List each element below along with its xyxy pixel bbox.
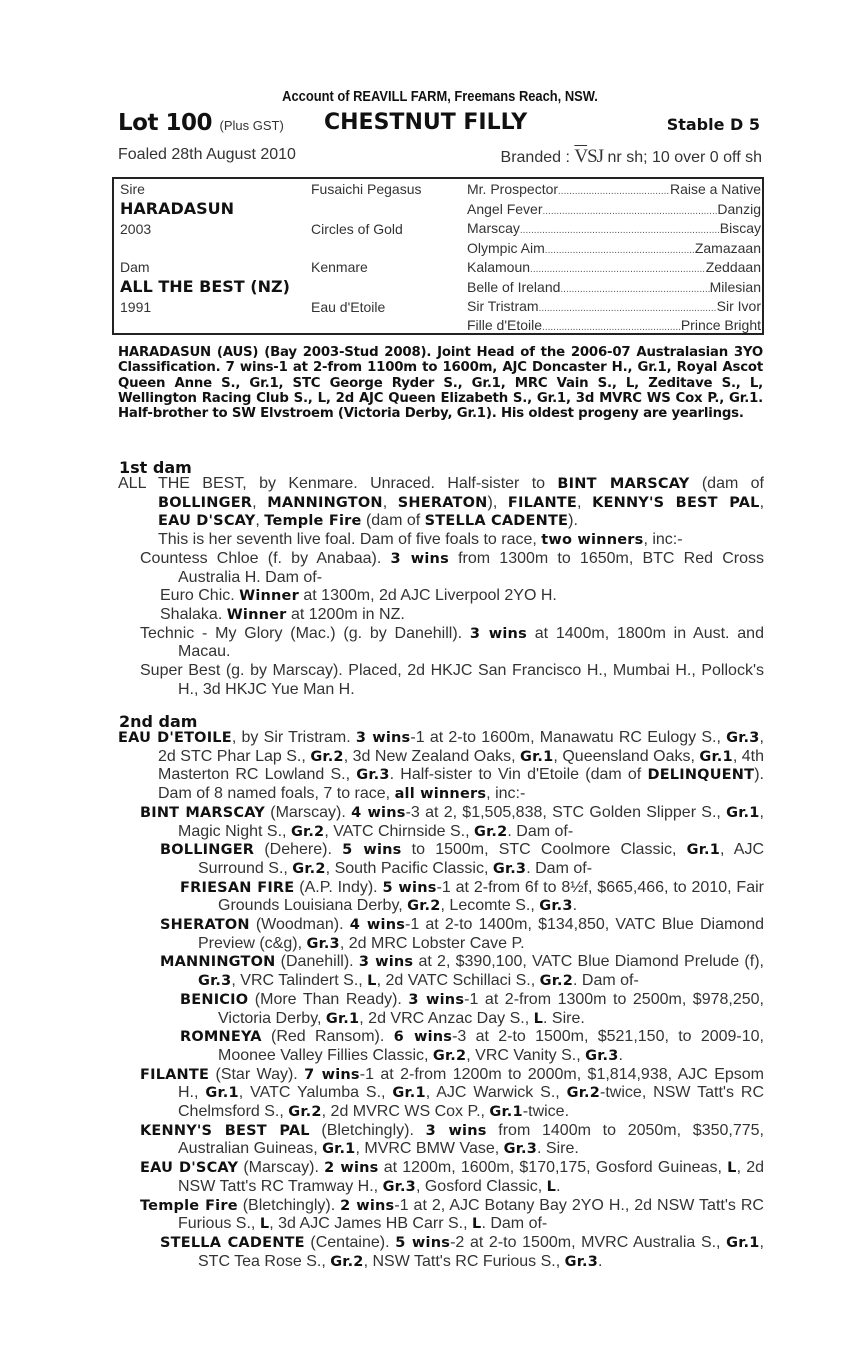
bold-text: Gr.2 xyxy=(539,973,574,990)
brand-mark-icon: $\overline{V}SJ$ xyxy=(574,146,604,167)
pedigree-entry: Shalaka. Winner at 1200m in NZ. xyxy=(160,605,405,623)
bold-text: Gr.1 xyxy=(322,1141,356,1158)
bold-text: L xyxy=(367,973,377,990)
bold-text: Gr.1 xyxy=(520,748,554,765)
bold-text: Gr.3 xyxy=(382,1178,416,1195)
bold-text: Winner xyxy=(226,606,287,623)
pedigree-entry: BENICIO (More Than Ready). 3 wins-1 at 2-from 1300m to 2500m, $978,250, Victoria Derby, Gr.1, 2d VRC Anzac Day S., L. Sire. xyxy=(180,990,764,1027)
sire-name: HARADASUN xyxy=(120,199,235,218)
bold-text: Gr.3 xyxy=(198,973,232,990)
grandparent-row: Olympic Aim ..... Zamazaan xyxy=(467,240,761,256)
grandparent-row: Sir Tristram ..... Sir Ivor xyxy=(467,298,761,314)
pedigree-entry: FILANTE (Star Way). 7 wins-1 at 2-from 1200m to 2000m, $1,814,938, AJC Epsom H., Gr.1, VATC Yalumba S., Gr.1, AJC Warwick S., Gr.2-twice, NSW Tatt's RC Chelmsford S., Gr.2, 2d MVRC WS Cox P., Gr.1-twice. xyxy=(140,1065,764,1121)
horse-description: CHESTNUT FILLY xyxy=(324,110,528,135)
bold-text: Gr.2 xyxy=(566,1085,601,1102)
grandparent-row: Mr. Prospector ..... Raise a Native xyxy=(467,181,761,197)
lot-number xyxy=(118,110,284,136)
pedigree-entry: Temple Fire (Bletchingly). 2 wins-1 at 2, AJC Botany Bay 2YO H., 2d NSW Tatt's RC Furious S., L, 3d AJC James HB Carr S., L. Dam of- xyxy=(140,1196,764,1233)
pedigree-entry: EAU D'SCAY (Marscay). 2 wins at 1200m, 1600m, $170,175, Gosford Guineas, L, 2d NSW Tatt's RC Tramway H., Gr.3, Gosford Classic, L. xyxy=(140,1159,764,1195)
bold-text: DELINQUENT xyxy=(647,767,755,784)
bold-text: Temple Fire xyxy=(140,1197,238,1214)
bold-text: Gr.1 xyxy=(686,842,721,859)
second-dam-entries xyxy=(118,729,764,1271)
bold-text: Gr.2 xyxy=(310,748,344,765)
bold-text: Gr.1 xyxy=(699,748,733,765)
bold-text: Winner xyxy=(239,588,299,605)
bold-text: FRIESAN FIRE xyxy=(180,879,295,896)
pedigree-entry: STELLA CADENTE (Centaine). 5 wins-2 at 2-to 1500m, MVRC Australia S., Gr.1, STC Tea Rose S., Gr.2, NSW Tatt's RC Furious S., Gr.3. xyxy=(160,1233,764,1270)
dam-dam: Eau d'Etoile xyxy=(311,299,386,315)
bold-text: Gr.3 xyxy=(503,1141,538,1158)
pedigree-entry: ALL THE BEST, by Kenmare. Unraced. Half-sister to BINT MARSCAY (dam of BOLLINGER, MANNINGTON, SHERATON), FILANTE, KENNY'S BEST PAL, EAU D'SCAY, Temple Fire (dam of STELLA CADENTE). xyxy=(118,475,765,530)
bold-text: Gr.1 xyxy=(726,1234,760,1251)
pedigree-table xyxy=(112,177,764,335)
bold-text: Gr.3 xyxy=(585,1047,619,1064)
grandparent-row: Angel Fever ..... Danzig xyxy=(467,201,761,217)
pedigree-entry: KENNY'S BEST PAL (Bletchingly). 3 wins from 1400m to 2050m, $350,775, Australian Guineas, Gr.1, MVRC BMW Vase, Gr.3. Sire. xyxy=(140,1121,764,1158)
dam-name: ALL THE BEST (NZ) xyxy=(120,277,290,296)
bold-text: 3 wins xyxy=(469,625,527,642)
bold-text: KENNY'S BEST PAL xyxy=(140,1122,310,1139)
foaled-date: Foaled 28th August 2010 xyxy=(118,146,296,163)
brand-info xyxy=(501,146,762,168)
bold-text: Gr.1 xyxy=(726,804,760,821)
bold-text: 5 wins xyxy=(382,879,437,896)
first-dam-entries xyxy=(118,475,764,699)
bold-text: Gr.3 xyxy=(539,898,573,915)
bold-text: EAU D'ETOILE xyxy=(118,730,232,746)
dam-label: Dam xyxy=(120,259,150,275)
sire-summary: HARADASUN (AUS) (Bay 2003-Stud 2008). Joint Head of the 2006-07 Australasian 3YO Classification. 7 wins-1 at 2-from 1100m to 1600m, AJC Doncaster H., Gr.1, Royal Ascot Queen Anne S., Gr.1, STC George Ryder S., Gr.1, MRC Vain S., L, Zeditave S., L, Wellington Racing Club S., L, 2d AJC Queen Elizabeth S., Gr.1, 3d MVRC WS Cox P., Gr.1. Half-brother to SW Elvstroem (Victoria Derby, Gr.1). His oldest progeny are yearlings. xyxy=(118,345,763,422)
bold-text: BOLLINGER xyxy=(158,494,253,511)
bold-text: BINT MARSCAY xyxy=(557,476,690,492)
bold-text: Gr.1 xyxy=(325,1010,360,1027)
sire-dam: Circles of Gold xyxy=(311,221,403,237)
dam-sire: Kenmare xyxy=(311,259,368,275)
bold-text: Gr.2 xyxy=(407,898,441,915)
bold-text: Gr.1 xyxy=(489,1104,523,1121)
pedigree-entry: BINT MARSCAY (Marscay). 4 wins-3 at 2, $1,505,838, STC Golden Slipper S., Gr.1, Magic Night S., Gr.2, VATC Chirnside S., Gr.2. Dam of- xyxy=(140,803,764,840)
bold-text: Gr.2 xyxy=(330,1253,364,1270)
bold-text: L xyxy=(727,1160,737,1177)
bold-text: 2 wins xyxy=(324,1160,379,1177)
pedigree-entry: Countess Chloe (f. by Anabaa). 3 wins from 1300m to 1650m, BTC Red Cross Australia H. Dam of- xyxy=(140,549,764,586)
bold-text: L xyxy=(546,1178,557,1195)
bold-text: Gr.1 xyxy=(392,1085,426,1102)
bold-text: Temple Fire xyxy=(264,513,362,530)
grandparent-row: Fille d'Etoile ..... Prince Bright xyxy=(467,317,761,333)
pedigree-entry: Super Best (g. by Marscay). Placed, 2d HKJC San Francisco H., Mumbai H., Pollock's H., 3d HKJC Yue Man H. xyxy=(140,662,764,698)
bold-text: Gr.2 xyxy=(290,823,325,840)
bold-text: 5 wins xyxy=(395,1234,451,1251)
pedigree-entry: BOLLINGER (Dehere). 5 wins to 1500m, STC Coolmore Classic, Gr.1, AJC Surround S., Gr.2, South Pacific Classic, Gr.3. Dam of- xyxy=(160,841,764,877)
bold-text: STELLA CADENTE xyxy=(160,1234,305,1251)
second-dam-heading: 2nd dam xyxy=(119,712,198,731)
grandparent-row: Marscay ..... Biscay xyxy=(467,220,761,236)
bold-text: 3 wins xyxy=(358,954,414,971)
bold-text: BENICIO xyxy=(180,991,249,1008)
bold-text: Gr.3 xyxy=(356,767,390,784)
bold-text: all winners xyxy=(394,786,487,803)
bold-text: KENNY'S BEST PAL xyxy=(592,494,760,511)
pedigree-entry: This is her seventh live foal. Dam of five foals to race, two winners, inc:- xyxy=(158,531,683,549)
bold-text: Gr.3 xyxy=(306,935,340,952)
pedigree-entry: SHERATON (Woodman). 4 wins-1 at 2-to 1400m, $134,850, VATC Blue Diamond Preview (c&g), Gr.3, 2d MRC Lobster Cave P. xyxy=(160,916,764,952)
bold-text: 3 wins xyxy=(355,730,411,746)
bold-text: BINT MARSCAY xyxy=(140,804,265,821)
pedigree-entry: FRIESAN FIRE (A.P. Indy). 5 wins-1 at 2-from 6f to 8½f, $665,466, to 2010, Fair Grounds Louisiana Derby, Gr.2, Lecomte S., Gr.3. xyxy=(180,878,764,915)
bold-text: Gr.2 xyxy=(432,1047,467,1064)
bold-text: EAU D'SCAY xyxy=(158,513,256,530)
sire-year: 2003 xyxy=(120,221,152,237)
bold-text: 4 wins xyxy=(349,917,406,934)
bold-text: SHERATON xyxy=(397,494,488,511)
bold-text: L xyxy=(472,1216,482,1233)
bold-text: 3 wins xyxy=(408,991,465,1008)
bold-text: EAU D'SCAY xyxy=(140,1160,239,1177)
sire-label: Sire xyxy=(120,181,145,197)
pedigree-entry: MANNINGTON (Danehill). 3 wins at 2, $390,100, VATC Blue Diamond Prelude (f), Gr.3, VRC Talindert S., L, 2d VATC Schillaci S., Gr.2. Dam of- xyxy=(160,953,764,990)
stable-location: Stable D 5 xyxy=(666,115,760,134)
bold-text: 2 wins xyxy=(340,1197,395,1214)
branded-label: Branded : xyxy=(500,149,570,166)
bold-text: MANNINGTON xyxy=(160,954,276,971)
bold-text: Gr.3 xyxy=(492,860,527,877)
grandparent-row: Kalamoun ..... Zeddaan xyxy=(467,259,761,275)
bold-text: L xyxy=(259,1216,270,1233)
bold-text: Gr.1 xyxy=(205,1085,239,1102)
vendor-account: Account of REAVILL FARM, Freemans Reach, NSW. xyxy=(282,88,598,105)
bold-text: 5 wins xyxy=(342,842,402,859)
bold-text: SHERATON xyxy=(160,917,250,934)
pedigree-entry: Euro Chic. Winner at 1300m, 2d AJC Liverpool 2YO H. xyxy=(160,587,557,605)
grandparent-row: Belle of Ireland ..... Milesian xyxy=(467,279,761,295)
pedigree-entry: Technic - My Glory (Mac.) (g. by Danehill). 3 wins at 1400m, 1800m in Aust. and Macau. xyxy=(140,624,764,661)
gst-note: (Plus GST) xyxy=(219,118,284,133)
bold-text: 3 wins xyxy=(425,1122,487,1139)
lot-label: Lot 100 xyxy=(118,110,212,136)
bold-text: STELLA CADENTE xyxy=(424,513,569,530)
bold-text: L xyxy=(533,1010,544,1027)
dam-year: 1991 xyxy=(120,299,152,315)
brand-detail: nr sh; 10 over 0 off sh xyxy=(607,149,762,166)
bold-text: 6 wins xyxy=(393,1029,453,1046)
pedigree-entry: ROMNEYA (Red Ransom). 6 wins-3 at 2-to 1500m, $521,150, to 2009-10, Moonee Valley Fillies Classic, Gr.2, VRC Vanity S., Gr.3. xyxy=(180,1028,764,1064)
bold-text: FILANTE xyxy=(140,1066,210,1083)
pedigree-entry: EAU D'ETOILE, by Sir Tristram. 3 wins-1 at 2-to 1600m, Manawatu RC Eulogy S., Gr.3, 2d STC Phar Lap S., Gr.2, 3d New Zealand Oaks, Gr.1, Queensland Oaks, Gr.1, 4th Masterton RC Lowland S., Gr.3. Half-sister to Vin d'Etoile (dam of DELINQUENT). Dam of 8 named foals, 7 to race, all winners, inc:- xyxy=(118,729,764,803)
bold-text: Gr.3 xyxy=(564,1253,599,1270)
bold-text: Gr.2 xyxy=(474,823,508,840)
bold-text: Gr.2 xyxy=(288,1104,322,1121)
bold-text: two winners xyxy=(541,532,644,549)
bold-text: ROMNEYA xyxy=(180,1029,262,1046)
first-dam-heading: 1st dam xyxy=(119,458,192,477)
bold-text: Gr.3 xyxy=(726,730,760,746)
sire-sire: Fusaichi Pegasus xyxy=(311,181,422,197)
bold-text: 7 wins xyxy=(304,1066,360,1083)
bold-text: BOLLINGER xyxy=(160,842,255,859)
lot-header xyxy=(118,110,768,138)
bold-text: 3 wins xyxy=(390,550,449,567)
bold-text: Gr.2 xyxy=(292,860,326,877)
bold-text: 4 wins xyxy=(351,804,406,821)
bold-text: MANNINGTON xyxy=(267,494,383,511)
bold-text: FILANTE xyxy=(507,494,577,511)
